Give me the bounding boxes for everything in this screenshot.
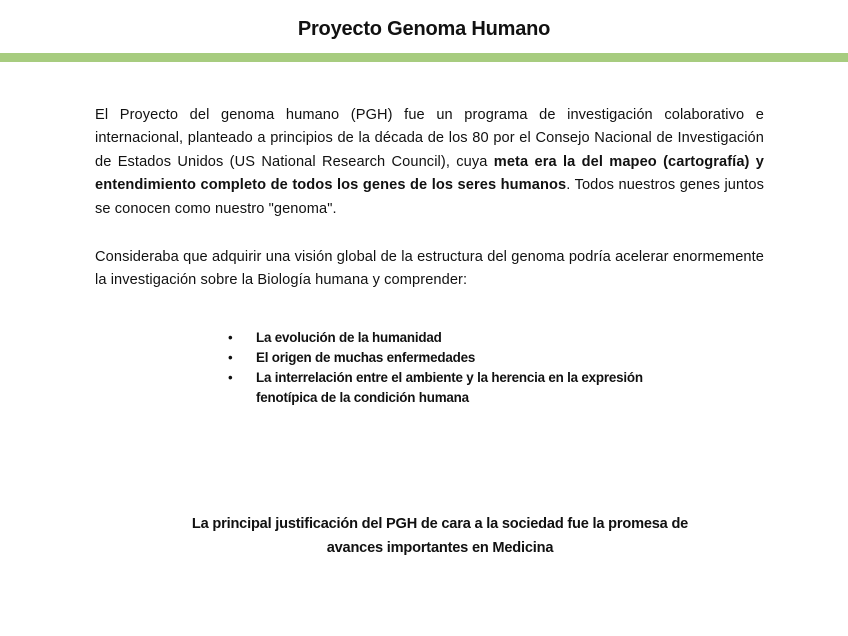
bullet-marker-icon: • (228, 350, 233, 365)
paragraph-intro-text: El Proyecto del genoma humano (PGH) fue un programa de investigación colaborativo e internacional, planteado a principios de la década de los 80 por el Consejo Nacional de Investigación de Estados Unidos (US National Research Council), cuya (95, 107, 764, 170)
list-item-text: La evolución de la humanidad (256, 330, 442, 345)
list-item (228, 328, 698, 348)
paragraph-global-vision: Consideraba que adquirir una visión global de la estructura del genoma podría acelerar enormemente la investigación sobre la Biología humana y comprender: (95, 249, 764, 289)
conclusion-line-2: avances importantes en Medicina (326, 540, 554, 556)
bullet-list (228, 328, 698, 408)
paragraph-outro-text: . Todos nuestros genes juntos se conocen como nuestro "genoma". (95, 177, 764, 217)
list-item-text: La interrelación entre el ambiente y la herencia en la expresión fenotípica de la condición humana (256, 370, 643, 405)
bullet-marker-icon: • (228, 330, 233, 345)
conclusion-line-1: La principal justificación del PGH de cara a la sociedad fue la promesa de (191, 516, 689, 532)
paragraph-pgh-definition (95, 104, 764, 221)
list-item (228, 368, 698, 408)
list-item-text: El origen de muchas enfermedades (256, 350, 476, 365)
list-item (228, 348, 698, 368)
bullet-marker-icon: • (228, 370, 233, 385)
slide-title: Proyecto Genoma Humano (297, 18, 551, 40)
conclusion-text (140, 512, 740, 560)
accent-bar (0, 53, 848, 62)
paragraph-emphasis-text: meta era la del mapeo (cartografía) y entendimiento completo de todos los genes de los seres humanos (95, 153, 764, 194)
